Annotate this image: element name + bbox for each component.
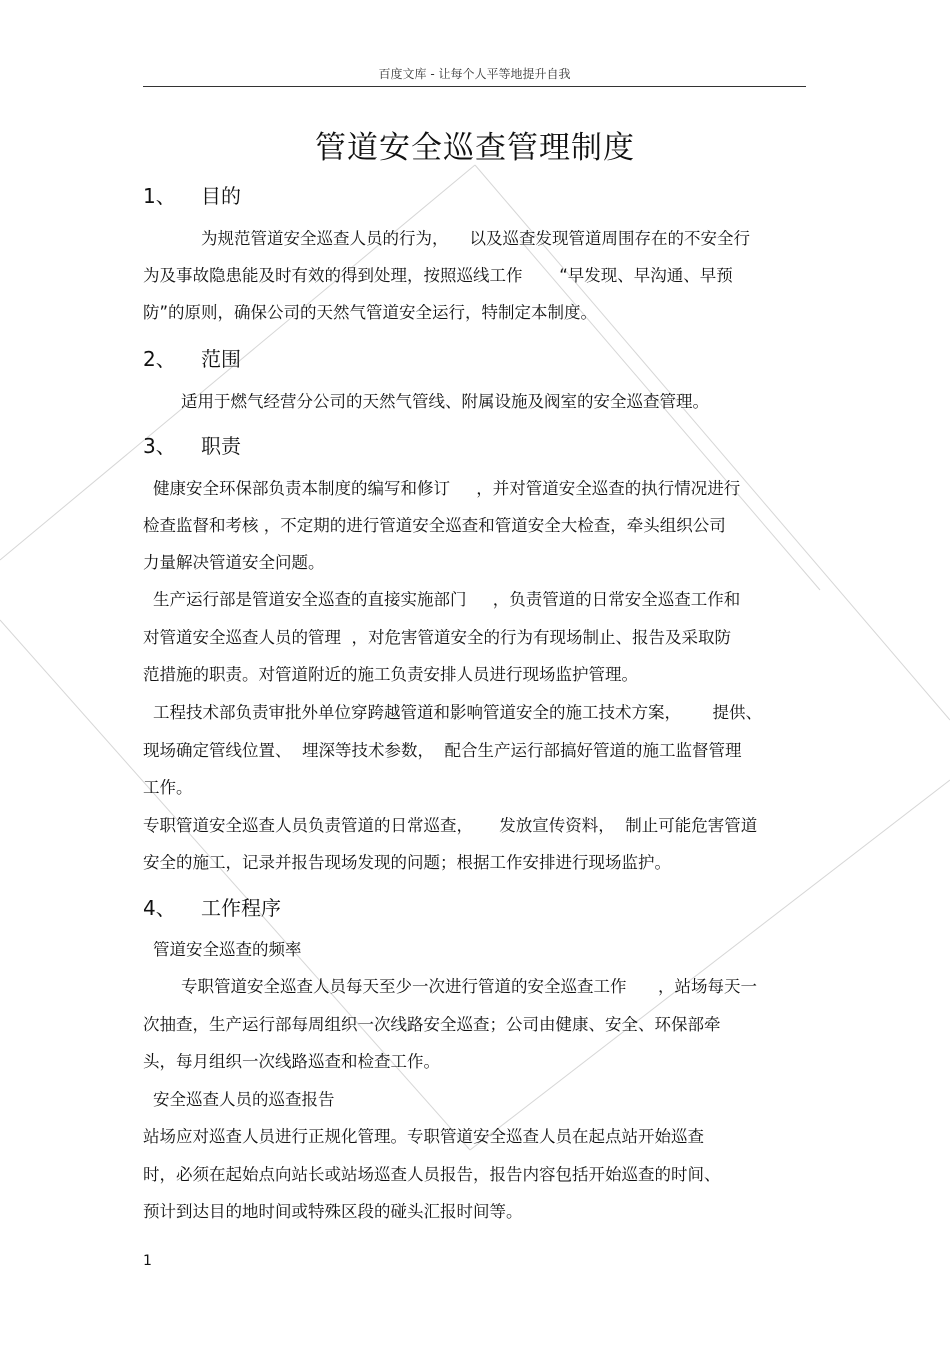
page-number: 1: [143, 1253, 152, 1269]
paragraph-line: 为及事故隐患能及时有效的得到处理，按照巡线工作 “早发现、早沟通、早预: [143, 266, 733, 285]
section-number: 3、: [143, 434, 176, 458]
section-heading-procedure: [143, 892, 281, 921]
paragraph-line: 安全的施工，记录并报告现场发现的问题；根据工作安排进行现场监护。: [143, 853, 671, 872]
paragraph-line: 现场确定管线位置、 埋深等技术参数， 配合生产运行部搞好管道的施工监督管理: [143, 741, 742, 760]
paragraph-line: 专职管道安全巡查人员负责管道的日常巡查， 发放宣传资料， 制止可能危害管道: [143, 816, 758, 835]
paragraph-line: 范措施的职责。对管道附近的施工负责安排人员进行现场监护管理。: [143, 665, 638, 684]
subsection-title: 安全巡查人员的巡查报告: [153, 1090, 335, 1109]
paragraph-line: 检查监督和考核 ，不定期的进行管道安全巡查和管道安全大检查，牵头组织公司: [143, 516, 726, 535]
section-number: 4、: [143, 896, 176, 920]
section-number: 2、: [143, 347, 176, 371]
paragraph-line: 防”的原则，确保公司的天然气管道安全运行，特制定本制度。: [143, 303, 598, 322]
paragraph-line: 站场应对巡查人员进行正规化管理。专职管道安全巡查人员在起点站开始巡查: [143, 1127, 704, 1146]
section-heading-scope: [143, 343, 241, 372]
document-title: 管道安全巡查管理制度: [315, 130, 635, 166]
page-header: 百度文库 - 让每个人平等地提升自我: [143, 64, 806, 87]
section-title: 范围: [201, 347, 241, 371]
paragraph-line: 预计到达目的地时间或特殊区段的碰头汇报时间等。: [143, 1202, 523, 1221]
section-heading-duties: [143, 430, 241, 459]
section-heading-purpose: [143, 180, 241, 209]
paragraph-line: 工作。: [143, 778, 193, 797]
section-title: 工作程序: [201, 896, 281, 920]
paragraph-line: 对管道安全巡查人员的管理 ，对危害管道安全的行为有现场制止、报告及采取防: [143, 628, 731, 647]
paragraph-line: 工程技术部负责审批外单位穿跨越管道和影响管道安全的施工技术方案， 提供、: [153, 703, 762, 722]
paragraph-line: 专职管道安全巡查人员每天至少一次进行管道的安全巡查工作 ，站场每天一: [181, 977, 757, 996]
paragraph-line: 次抽查，生产运行部每周组织一次线路安全巡查；公司由健康、安全、环保部牵: [143, 1015, 721, 1034]
paragraph-line: 头，每月组织一次线路巡查和检查工作。: [143, 1052, 440, 1071]
subsection-title: 管道安全巡查的频率: [153, 940, 302, 959]
paragraph-line: 时，必须在起始点向站长或站场巡查人员报告，报告内容包括开始巡查的时间、: [143, 1165, 721, 1184]
paragraph-line: 生产运行部是管道安全巡查的直接实施部门 ，负责管道的日常安全巡查工作和: [153, 590, 741, 609]
section-title: 职责: [201, 434, 241, 458]
paragraph-line: 适用于燃气经营分公司的天然气管线、附属设施及阀室的安全巡查管理。: [181, 392, 709, 411]
paragraph-line: 为规范管道安全巡查人员的行为， 以及巡查发现管道周围存在的不安全行: [201, 229, 750, 248]
section-title: 目的: [201, 184, 241, 208]
paragraph-line: 力量解决管道安全问题。: [143, 553, 325, 572]
section-number: 1、: [143, 184, 176, 208]
paragraph-line: 健康安全环保部负责本制度的编写和修订 ，并对管道安全巡查的执行情况进行: [153, 479, 741, 498]
